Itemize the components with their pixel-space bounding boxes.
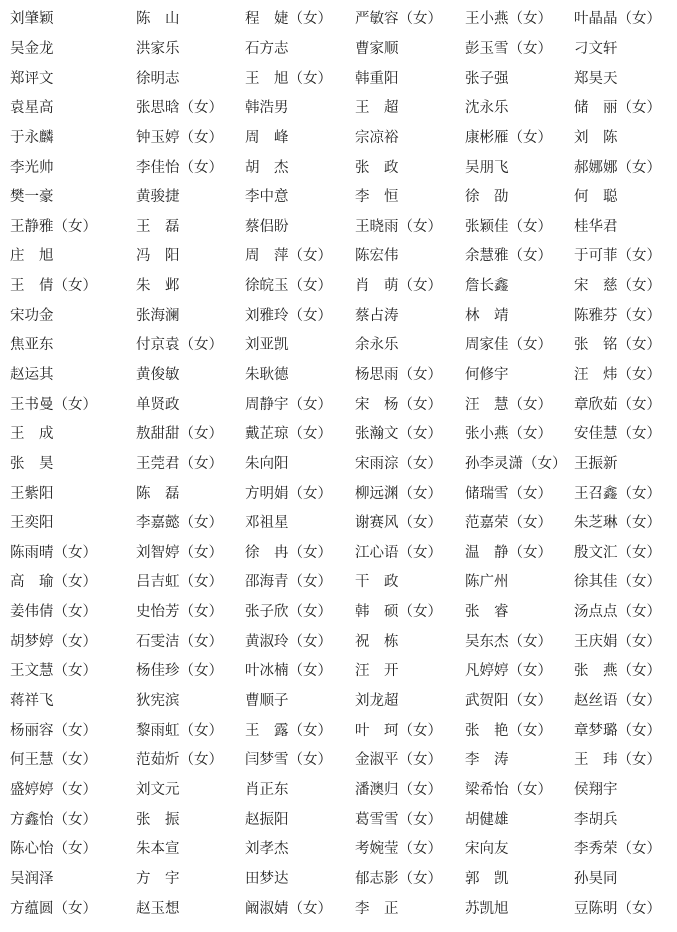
name-cell: 吴东杰（女） xyxy=(465,633,552,650)
name-cell: 宋向友 xyxy=(465,841,509,858)
name-cell: 何 聪 xyxy=(574,189,618,206)
name-cell: 徐皖玉（女） xyxy=(245,278,332,295)
name-cell: 汪 慧（女） xyxy=(465,396,552,413)
name-cell: 张 艳（女） xyxy=(465,722,552,739)
name-row xyxy=(10,210,677,240)
name-row xyxy=(10,774,677,804)
name-cell: 闫梦雪（女） xyxy=(245,752,332,769)
name-cell: 安佳慧（女） xyxy=(574,426,661,443)
name-cell: 吴润泽 xyxy=(10,870,54,887)
name-cell: 康彬雁（女） xyxy=(465,129,552,146)
name-row xyxy=(10,448,677,478)
name-cell: 赵运其 xyxy=(10,367,54,383)
name-row xyxy=(10,537,677,567)
name-row xyxy=(10,151,677,181)
name-cell: 谢赛风（女） xyxy=(355,515,442,532)
name-cell: 梁希怡（女） xyxy=(465,781,552,798)
name-cell: 豆陈明（女） xyxy=(574,900,661,917)
name-cell: 李 恒 xyxy=(355,189,399,206)
name-cell: 胡 杰 xyxy=(245,159,289,176)
name-list-grid xyxy=(10,3,677,922)
name-cell: 王 超 xyxy=(355,100,399,117)
name-cell: 王奕阳 xyxy=(10,515,54,532)
name-cell: 刘智婷（女） xyxy=(136,544,223,561)
name-cell: 王书曼（女） xyxy=(10,396,97,413)
name-cell: 冯 阳 xyxy=(136,248,180,265)
name-cell: 张思晗（女） xyxy=(136,100,223,117)
name-cell: 袁星高 xyxy=(10,100,54,117)
name-cell: 金淑平（女） xyxy=(355,752,442,769)
name-cell: 李嘉懿（女） xyxy=(136,515,223,532)
name-cell: 余慧雅（女） xyxy=(465,248,552,265)
name-cell: 李光帅 xyxy=(10,159,54,176)
name-cell: 史怡芳（女） xyxy=(136,604,223,621)
name-cell: 张 政 xyxy=(355,159,399,176)
name-cell: 王召鑫（女） xyxy=(574,485,661,502)
name-cell: 章梦璐（女） xyxy=(574,722,661,739)
name-cell: 郝娜娜（女） xyxy=(574,159,661,176)
name-cell: 周 峰 xyxy=(245,129,289,146)
name-cell: 严敏容（女） xyxy=(355,11,442,28)
name-cell: 姜伟倩（女） xyxy=(10,604,97,621)
name-row xyxy=(10,685,677,715)
name-cell: 胡健雄 xyxy=(465,811,509,828)
name-cell: 蒋祥飞 xyxy=(10,693,54,710)
name-cell: 程 婕（女） xyxy=(245,11,332,28)
name-cell: 沈永乐 xyxy=(465,100,509,117)
name-cell: 黎雨虹（女） xyxy=(136,722,223,739)
name-cell: 张 振 xyxy=(136,811,180,828)
name-cell: 曹家顺 xyxy=(355,40,399,57)
name-row xyxy=(10,33,677,63)
name-cell: 肖 萌（女） xyxy=(355,278,442,295)
name-cell: 盛婷婷（女） xyxy=(10,781,97,798)
name-cell: 储瑞雪（女） xyxy=(465,485,552,502)
name-cell: 田梦达 xyxy=(245,870,289,887)
name-cell: 郑评文 xyxy=(10,70,54,87)
name-row xyxy=(10,655,677,685)
name-cell: 朱本宣 xyxy=(136,841,180,858)
name-cell: 庄 旭 xyxy=(10,248,54,265)
name-cell: 叶 珂（女） xyxy=(355,722,442,739)
name-cell: 王小燕（女） xyxy=(465,11,552,28)
name-cell: 江心语（女） xyxy=(355,544,442,561)
name-cell: 干 政 xyxy=(355,574,399,591)
name-row xyxy=(10,863,677,893)
name-cell: 王 倩（女） xyxy=(10,278,97,295)
name-cell: 孙李灵潇（女） xyxy=(465,455,567,472)
name-cell: 方鑫怡（女） xyxy=(10,811,97,828)
name-cell: 武贺阳（女） xyxy=(465,693,552,710)
name-cell: 宋功金 xyxy=(10,307,54,324)
name-cell: 张小燕（女） xyxy=(465,426,552,443)
name-cell: 阚淑婧（女） xyxy=(245,900,332,917)
name-cell: 李胡兵 xyxy=(574,811,618,828)
name-row xyxy=(10,596,677,626)
name-cell: 赵玉想 xyxy=(136,900,180,917)
name-row xyxy=(10,892,677,922)
name-cell: 石雯洁（女） xyxy=(136,633,223,650)
name-cell: 高 瑜（女） xyxy=(10,574,97,591)
name-cell: 桂华君 xyxy=(574,218,618,235)
name-cell: 郭 凯 xyxy=(465,870,509,887)
name-cell: 宋雨淙（女） xyxy=(355,455,442,472)
name-row xyxy=(10,359,677,389)
name-row xyxy=(10,625,677,655)
name-cell: 郁志影（女） xyxy=(355,870,442,887)
name-cell: 刘 陈 xyxy=(574,129,618,146)
name-cell: 陈 山 xyxy=(136,11,180,28)
name-cell: 曹顺子 xyxy=(245,693,289,710)
name-cell: 李 正 xyxy=(355,900,399,917)
name-cell: 樊一豪 xyxy=(10,189,54,206)
name-cell: 黄淑玲（女） xyxy=(245,633,332,650)
name-cell: 狄宪滨 xyxy=(136,693,180,710)
name-cell: 朱向阳 xyxy=(245,455,289,472)
name-cell: 林 靖 xyxy=(465,307,509,324)
name-cell: 朱 邺 xyxy=(136,278,180,295)
name-row xyxy=(10,744,677,774)
name-cell: 范嘉荣（女） xyxy=(465,515,552,532)
name-cell: 洪家乐 xyxy=(136,40,180,57)
name-cell: 叶冰楠（女） xyxy=(245,663,332,680)
name-cell: 王莞君（女） xyxy=(136,455,223,472)
name-row xyxy=(10,240,677,270)
name-cell: 凡婷婷（女） xyxy=(465,663,552,680)
name-cell: 李中意 xyxy=(245,189,289,206)
name-cell: 黄骏捷 xyxy=(136,189,180,206)
name-row xyxy=(10,418,677,448)
name-cell: 吕吉虹（女） xyxy=(136,574,223,591)
name-cell: 侯翔宇 xyxy=(574,781,618,798)
name-cell: 潘澳归（女） xyxy=(355,781,442,798)
name-cell: 于可菲（女） xyxy=(574,248,661,265)
name-cell: 何王慧（女） xyxy=(10,752,97,769)
name-cell: 张子强 xyxy=(465,70,509,87)
name-row xyxy=(10,92,677,122)
name-cell: 汪 炜（女） xyxy=(574,367,661,383)
name-cell: 陈 磊 xyxy=(136,485,180,502)
name-cell: 苏凯旭 xyxy=(465,900,509,917)
name-cell: 汪 开 xyxy=(355,663,399,680)
name-cell: 葛雪雪（女） xyxy=(355,811,442,828)
name-cell: 方蕴圆（女） xyxy=(10,900,97,917)
name-cell: 韩重阳 xyxy=(355,70,399,87)
name-cell: 杨丽容（女） xyxy=(10,722,97,739)
name-cell: 宗凉裕 xyxy=(355,129,399,146)
name-cell: 宋 慈（女） xyxy=(574,278,661,295)
name-row xyxy=(10,122,677,152)
name-cell: 张子欣（女） xyxy=(245,604,332,621)
name-cell: 陈广州 xyxy=(465,574,509,591)
name-cell: 陈宏伟 xyxy=(355,248,399,265)
name-cell: 储 丽（女） xyxy=(574,100,661,117)
name-row xyxy=(10,329,677,359)
name-cell: 邓祖星 xyxy=(245,515,289,532)
name-cell: 张瀚文（女） xyxy=(355,426,442,443)
name-row xyxy=(10,388,677,418)
name-cell: 王庆娟（女） xyxy=(574,633,661,650)
name-cell: 周 萍（女） xyxy=(245,248,332,265)
name-cell: 王 成 xyxy=(10,426,54,443)
name-row xyxy=(10,3,677,33)
name-row xyxy=(10,181,677,211)
name-cell: 刘孝杰 xyxy=(245,841,289,858)
name-row xyxy=(10,833,677,863)
name-cell: 黄俊敏 xyxy=(136,367,180,383)
name-cell: 汤点点（女） xyxy=(574,604,661,621)
name-cell: 张 铭（女） xyxy=(574,337,661,354)
name-cell: 单贤政 xyxy=(136,396,180,413)
name-cell: 詹长鑫 xyxy=(465,278,509,295)
name-row xyxy=(10,566,677,596)
name-cell: 徐 冉（女） xyxy=(245,544,332,561)
name-cell: 陈心怡（女） xyxy=(10,841,97,858)
name-cell: 刁文轩 xyxy=(574,40,618,57)
name-cell: 宋 杨（女） xyxy=(355,396,442,413)
name-row xyxy=(10,62,677,92)
name-cell: 韩 硕（女） xyxy=(355,604,442,621)
name-cell: 刘亚凯 xyxy=(245,337,289,354)
name-row xyxy=(10,803,677,833)
name-row xyxy=(10,477,677,507)
name-cell: 王文慧（女） xyxy=(10,663,97,680)
name-cell: 柳远渊（女） xyxy=(355,485,442,502)
name-cell: 叶晶晶（女） xyxy=(574,11,661,28)
name-row xyxy=(10,507,677,537)
name-cell: 周静宇（女） xyxy=(245,396,332,413)
name-cell: 石方志 xyxy=(245,40,289,57)
name-cell: 张 燕（女） xyxy=(574,663,661,680)
name-cell: 张 昊 xyxy=(10,455,54,472)
name-cell: 祝 栋 xyxy=(355,633,399,650)
name-cell: 徐 劭 xyxy=(465,189,509,206)
name-cell: 杨佳珍（女） xyxy=(136,663,223,680)
name-cell: 殷文汇（女） xyxy=(574,544,661,561)
name-cell: 陈雅芬（女） xyxy=(574,307,661,324)
name-cell: 彭玉雪（女） xyxy=(465,40,552,57)
name-cell: 王振新 xyxy=(574,455,618,472)
name-cell: 于永麟 xyxy=(10,129,54,146)
name-cell: 敖甜甜（女） xyxy=(136,426,223,443)
name-cell: 温 静（女） xyxy=(465,544,552,561)
name-cell: 徐其佳（女） xyxy=(574,574,661,591)
name-cell: 韩浩男 xyxy=(245,100,289,117)
name-cell: 戴芷琼（女） xyxy=(245,426,332,443)
name-row xyxy=(10,714,677,744)
name-cell: 郑昊天 xyxy=(574,70,618,87)
name-cell: 王紫阳 xyxy=(10,485,54,502)
name-cell: 王静雅（女） xyxy=(10,218,97,235)
name-cell: 王 旭（女） xyxy=(245,70,332,87)
name-cell: 章欣茹（女） xyxy=(574,396,661,413)
name-cell: 王晓雨（女） xyxy=(355,218,442,235)
name-cell: 刘肇颖 xyxy=(10,11,54,28)
name-cell: 范茹炘（女） xyxy=(136,752,223,769)
name-cell: 李佳怡（女） xyxy=(136,159,223,176)
name-cell: 王 磊 xyxy=(136,218,180,235)
name-cell: 钟玉婷（女） xyxy=(136,129,223,146)
name-cell: 吴金龙 xyxy=(10,40,54,57)
name-cell: 付京袁（女） xyxy=(136,337,223,354)
name-cell: 胡梦婷（女） xyxy=(10,633,97,650)
name-cell: 方明娟（女） xyxy=(245,485,332,502)
name-cell: 刘龙超 xyxy=(355,693,399,710)
name-cell: 周家佳（女） xyxy=(465,337,552,354)
name-cell: 张颖佳（女） xyxy=(465,218,552,235)
name-cell: 方 宇 xyxy=(136,870,180,887)
name-cell: 何修宇 xyxy=(465,367,509,383)
name-row xyxy=(10,270,677,300)
name-cell: 赵丝语（女） xyxy=(574,693,661,710)
name-cell: 朱芝琳（女） xyxy=(574,515,661,532)
name-cell: 王 玮（女） xyxy=(574,752,661,769)
name-cell: 张 睿 xyxy=(465,604,509,621)
name-cell: 陈雨晴（女） xyxy=(10,544,97,561)
name-cell: 李 涛 xyxy=(465,752,509,769)
name-cell: 王 露（女） xyxy=(245,722,332,739)
name-cell: 朱耿德 xyxy=(245,367,289,383)
name-cell: 焦亚东 xyxy=(10,337,54,354)
name-cell: 蔡侣盼 xyxy=(245,218,289,235)
name-cell: 张海澜 xyxy=(136,307,180,324)
name-cell: 徐明志 xyxy=(136,70,180,87)
name-cell: 邵海青（女） xyxy=(245,574,332,591)
name-cell: 考婉莹（女） xyxy=(355,841,442,858)
name-cell: 李秀荣（女） xyxy=(574,841,661,858)
name-cell: 余永乐 xyxy=(355,337,399,354)
name-cell: 杨思雨（女） xyxy=(355,367,442,383)
name-cell: 刘雅玲（女） xyxy=(245,307,332,324)
name-cell: 孙昊同 xyxy=(574,870,618,887)
name-cell: 蔡占涛 xyxy=(355,307,399,324)
name-cell: 刘文元 xyxy=(136,781,180,798)
name-row xyxy=(10,299,677,329)
name-cell: 吴朋飞 xyxy=(465,159,509,176)
name-cell: 赵振阳 xyxy=(245,811,289,828)
name-cell: 肖正东 xyxy=(245,781,289,798)
